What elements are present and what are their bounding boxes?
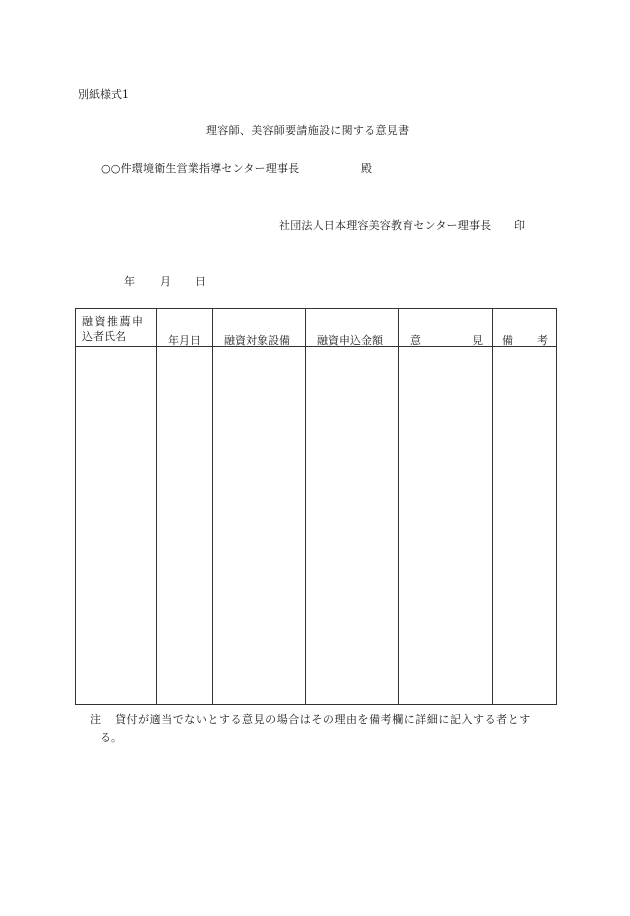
date-month-label: 月 <box>160 275 171 288</box>
header-date: 年月日 <box>168 334 201 347</box>
date-year-label: 年 <box>124 275 135 288</box>
column-divider <box>305 309 306 704</box>
header-facility: 融資対象設備 <box>224 334 290 347</box>
note-mark: 注 <box>90 713 101 726</box>
column-divider <box>398 309 399 704</box>
column-divider <box>492 309 493 704</box>
header-amount: 融資申込金額 <box>317 334 383 347</box>
seal-mark: 印 <box>514 219 525 232</box>
date-day-label: 日 <box>195 275 206 288</box>
form-number: 別紙様式1 <box>78 88 129 101</box>
sender-name: 社団法人日本理容美容教育センター理事長 <box>279 219 492 232</box>
opinion-table <box>75 308 557 705</box>
column-divider <box>212 309 213 704</box>
column-divider <box>156 309 157 704</box>
header-remarks-char2: 考 <box>537 334 548 347</box>
header-opinion-char1: 意 <box>410 334 421 347</box>
note-text-line2: る。 <box>100 731 122 744</box>
header-opinion-char2: 見 <box>472 334 483 347</box>
document-title: 理容師、美容師要請施設に関する意見書 <box>206 124 410 137</box>
addressee-name: ○○件環境衛生営業指導センター理事長 <box>101 162 300 175</box>
addressee-honorific: 殿 <box>361 162 372 175</box>
header-applicant-line1: 融資推薦申 <box>82 315 145 328</box>
header-applicant-line2: 込者氏名 <box>82 330 126 343</box>
note-text-line1: 貸付が適当でないとする意見の場合はその理由を備考欄に詳細に記入する者とす <box>115 713 531 726</box>
table-header-divider <box>76 346 556 347</box>
header-remarks-char1: 備 <box>502 334 513 347</box>
